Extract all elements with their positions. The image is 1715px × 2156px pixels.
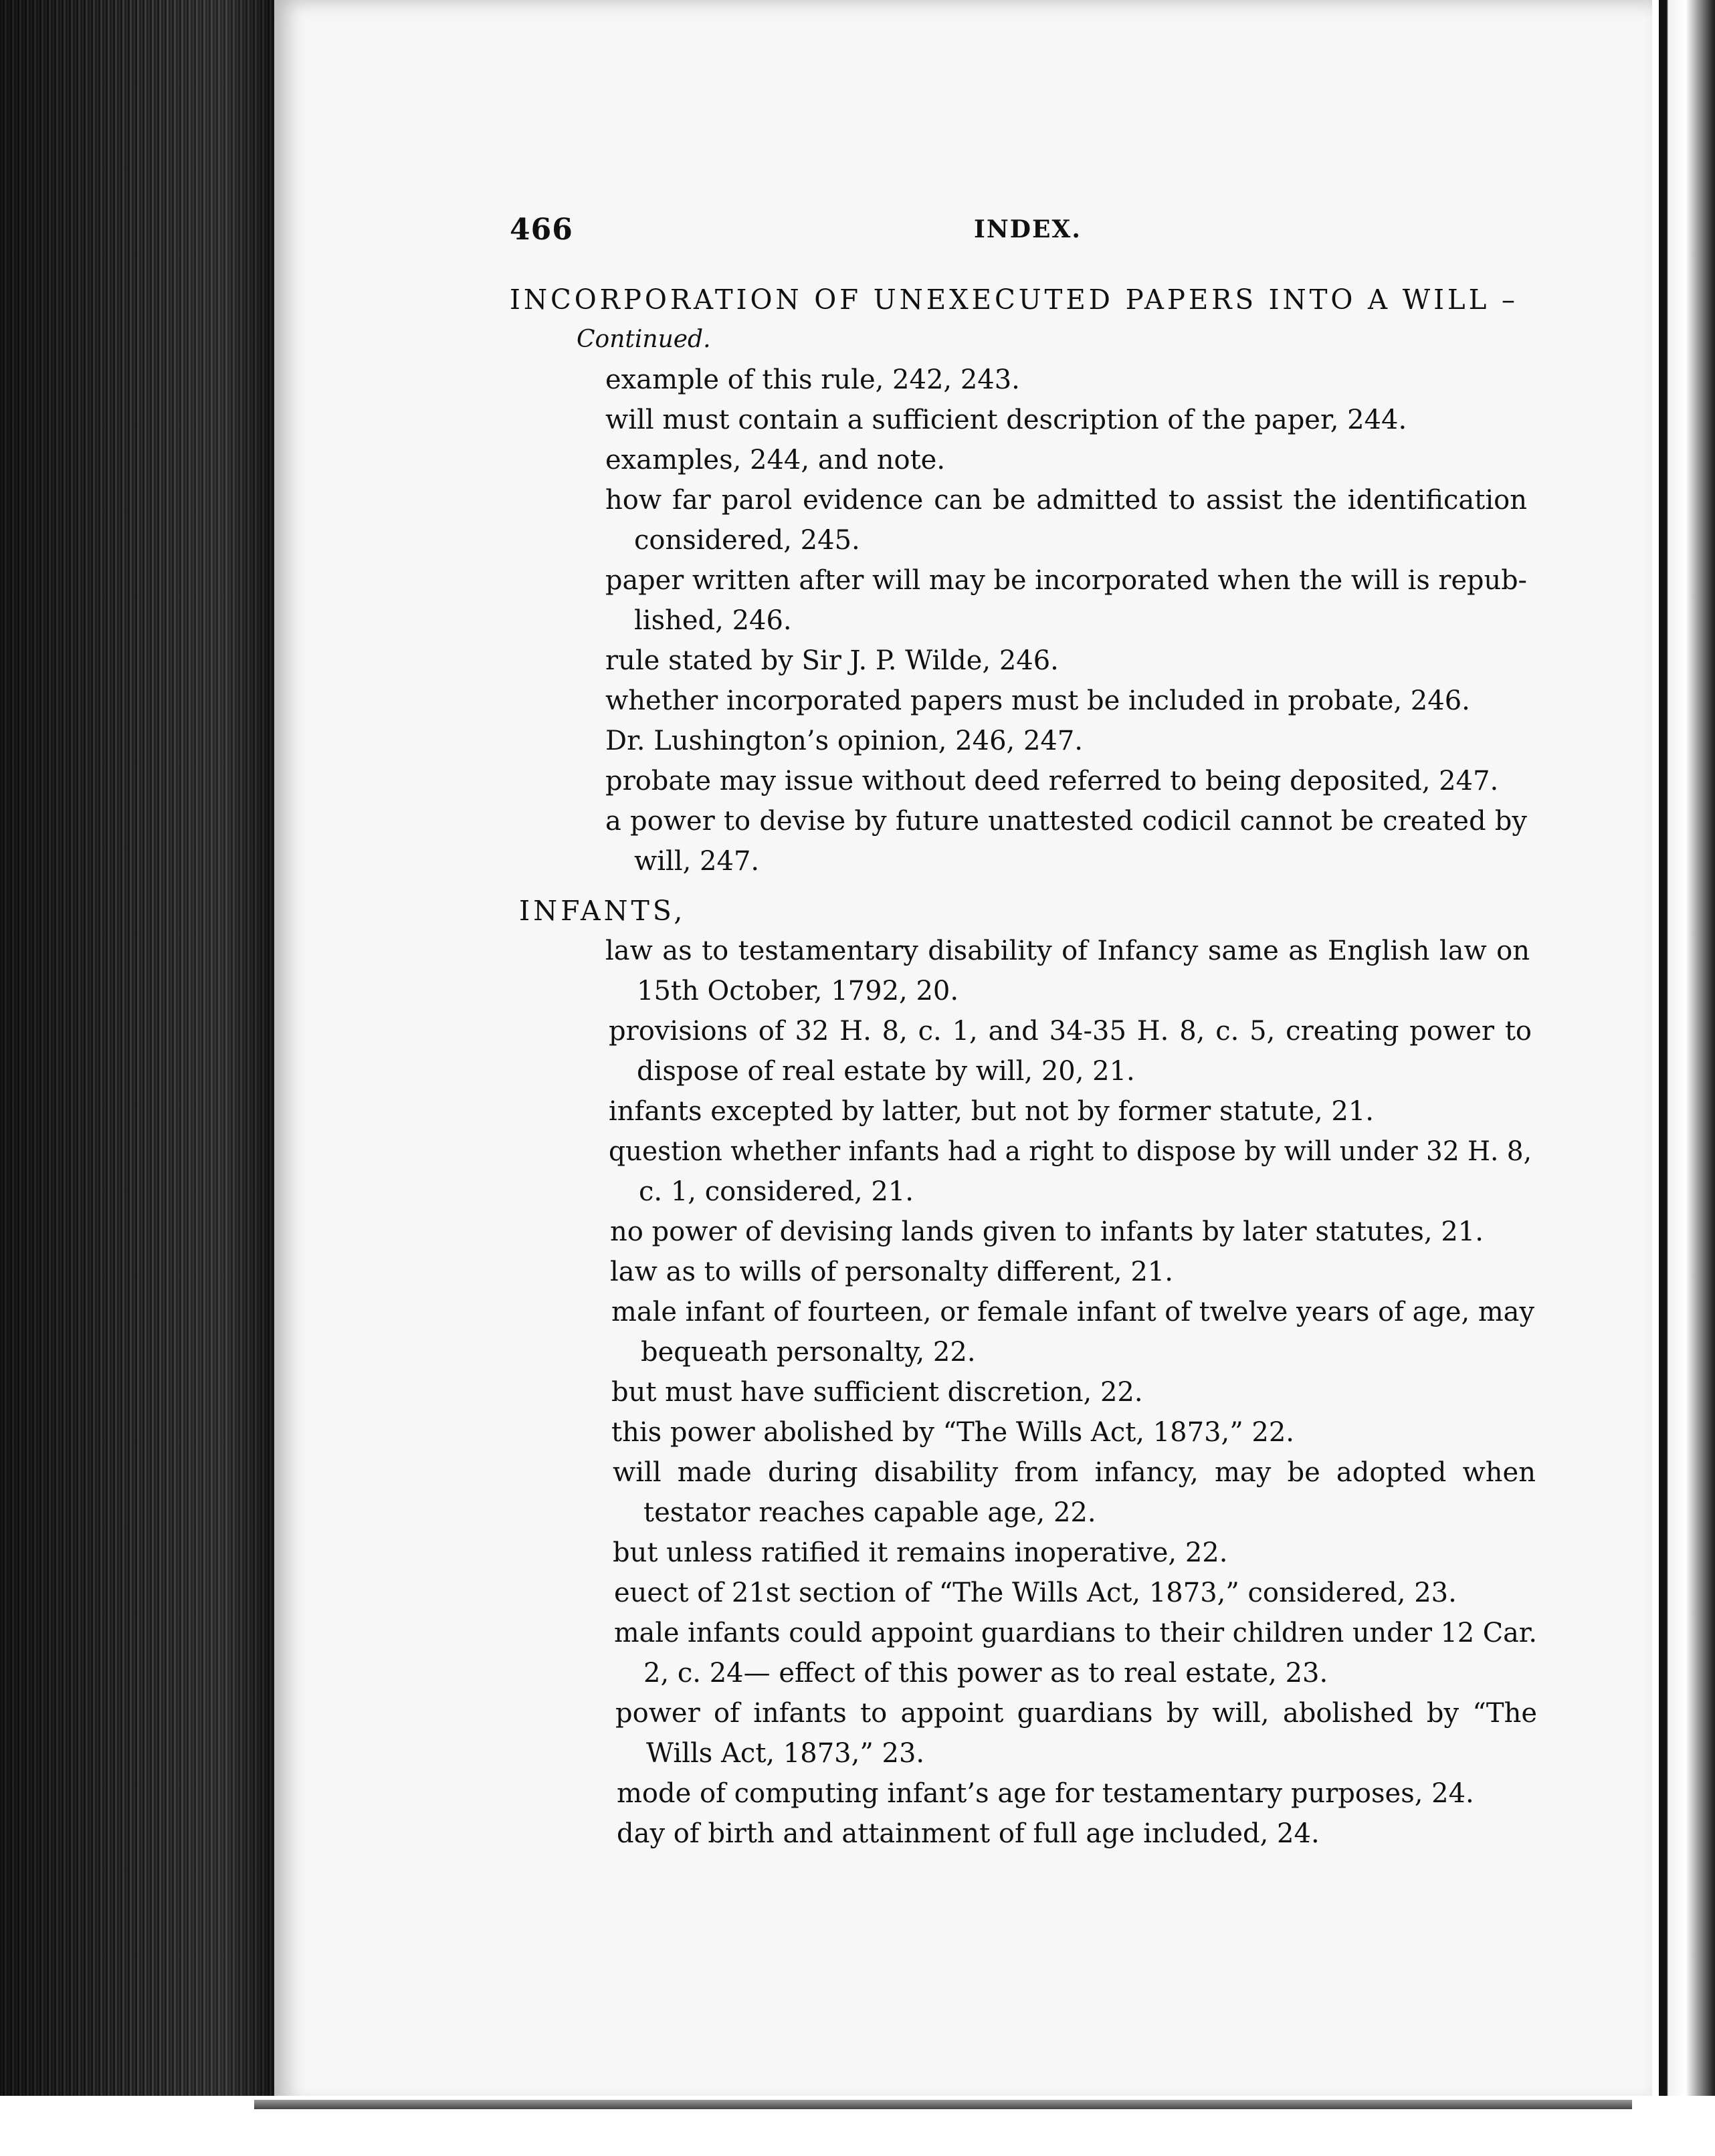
index-entry-line: male infants could appoint guardians to their children under 12 Car.: [614, 1618, 1537, 1648]
index-entry-line: bequeath personalty, 22.: [641, 1337, 976, 1368]
index-entry-line: will made during disability from infancy, may be adopted when: [613, 1457, 1536, 1488]
running-head: INDEX.: [974, 215, 1082, 243]
index-entry-line: lished, 246.: [634, 605, 792, 636]
index-entry-line: will, 247.: [634, 846, 760, 877]
index-entry-line: considered, 245.: [634, 525, 860, 556]
index-heading: INCORPORATION OF UNEXECUTED PAPERS INTO A WILL –: [510, 284, 1518, 316]
index-entry-line: but must have sufficient discretion, 22.: [611, 1377, 1143, 1408]
index-entry-line: example of this rule, 242, 243.: [605, 364, 1020, 395]
index-entry-line: law as to wills of personalty different, 21.: [610, 1257, 1173, 1287]
index-entry-line: law as to testamentary disability of Infancy same as English law on: [605, 936, 1530, 966]
index-entry-line: but unless ratified it remains inoperative, 22.: [613, 1537, 1228, 1568]
index-entry-line: probate may issue without deed referred to being deposited, 247.: [605, 766, 1499, 796]
index-entry-line: c. 1, considered, 21.: [639, 1176, 914, 1207]
index-entry-line: question whether infants had a right to dispose by will under 32 H. 8,: [609, 1136, 1532, 1167]
index-entry-line: paper written after will may be incorporated when the will is repub-: [605, 565, 1527, 596]
index-entry-line: Dr. Lushington’s opinion, 246, 247.: [605, 726, 1084, 756]
index-entry-line: 15th October, 1792, 20.: [637, 976, 959, 1006]
index-entry-line: will must contain a sufficient description of the paper, 244.: [605, 405, 1407, 435]
index-heading: INFANTS,: [519, 895, 686, 927]
index-entry-line: Wills Act, 1873,” 23.: [646, 1738, 925, 1769]
index-entry-line: mode of computing infant’s age for testamentary purposes, 24.: [617, 1778, 1474, 1809]
continued-label: Continued.: [577, 326, 711, 353]
index-entry-line: how far parol evidence can be admitted to assist the identification: [605, 485, 1527, 516]
index-entry-line: dispose of real estate by will, 20, 21.: [637, 1056, 1135, 1087]
index-entry-line: male infant of fourteen, or female infant of twelve years of age, may: [611, 1297, 1534, 1327]
index-entry-line: rule stated by Sir J. P. Wilde, 246.: [605, 645, 1059, 676]
index-entry-line: power of infants to appoint guardians by will, abolished by “The: [615, 1698, 1537, 1729]
index-entry-line: this power abolished by “The Wills Act, 1873,” 22.: [611, 1417, 1295, 1448]
index-entry-line: a power to devise by future unattested codicil cannot be created by: [605, 806, 1527, 837]
index-entry-line: euect of 21st section of “The Wills Act, 1873,” considered, 23.: [614, 1578, 1457, 1608]
index-entry-line: infants excepted by latter, but not by former statute, 21.: [609, 1096, 1375, 1127]
index-entry-line: whether incorporated papers must be included in probate, 246.: [605, 685, 1470, 716]
index-entry-line: day of birth and attainment of full age included, 24.: [617, 1818, 1320, 1849]
index-entry-line: no power of devising lands given to infants by later statutes, 21.: [610, 1216, 1484, 1247]
index-entry-line: testator reaches capable age, 22.: [643, 1497, 1096, 1528]
index-entry-line: provisions of 32 H. 8, c. 1, and 34-35 H. 8, c. 5, creating power to: [609, 1016, 1532, 1047]
index-entry-line: 2, c. 24— effect of this power as to real estate, 23.: [643, 1658, 1328, 1689]
page-number: 466: [510, 213, 573, 247]
index-entry-line: examples, 244, and note.: [605, 445, 946, 475]
